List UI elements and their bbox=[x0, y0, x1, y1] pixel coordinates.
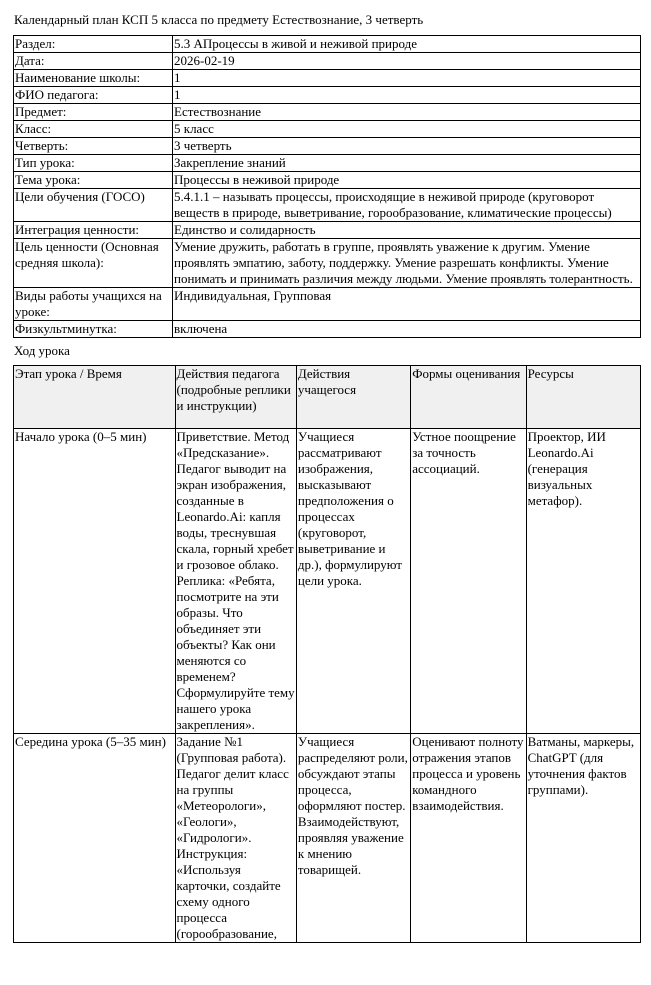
lesson-info-table bbox=[13, 35, 641, 338]
info-row-lesson-topic bbox=[14, 172, 641, 189]
info-value: 5.4.1.1 – называть процессы, происходящие в неживой природе (круговорот веществ в природе, выветривание, горообразование, климатические процессы) bbox=[173, 189, 641, 222]
teacher-actions-cell: Приветствие. Метод «Предсказание». Педагог выводит на экран изображения, созданные в Leonardo.Ai: капля воды, треснувшая скала, горный хребет и грозовое облако. Реплика: «Ребята, посмотрите на эти образы. Что объединяет эти объекты? Как они меняются со временем? Сформулируйте тему нашего урока закрепления». bbox=[176, 429, 295, 732]
info-row-value-goal bbox=[14, 239, 641, 288]
info-label: Наименование школы: bbox=[14, 70, 173, 87]
stage-cell: Начало урока (0–5 мин) bbox=[14, 429, 176, 734]
column-header-resources: Ресурсы bbox=[526, 366, 640, 429]
info-value: Процессы в неживой природе bbox=[173, 172, 641, 189]
table-row bbox=[14, 429, 641, 734]
info-row-quarter bbox=[14, 138, 641, 155]
table-header-row bbox=[14, 366, 641, 429]
info-value: 1 bbox=[173, 87, 641, 104]
info-row-class bbox=[14, 121, 641, 138]
column-header-student: Действия учащегося bbox=[296, 366, 410, 429]
info-label: Тема урока: bbox=[14, 172, 173, 189]
info-label: Предмет: bbox=[14, 104, 173, 121]
info-row-school bbox=[14, 70, 641, 87]
student-actions-cell: Учащиеся распределяют роли, обсуждают этапы процесса, оформляют постер. Взаимодействуют, проявляя уважение к мнению товарищей. bbox=[296, 734, 410, 943]
info-row-lesson-type bbox=[14, 155, 641, 172]
table-row bbox=[14, 734, 641, 943]
info-value: Индивидуальная, Групповая bbox=[173, 288, 641, 321]
info-row-value-integration bbox=[14, 222, 641, 239]
info-row-learning-goals bbox=[14, 189, 641, 222]
info-label: Физкультминутка: bbox=[14, 321, 173, 338]
info-label: Интеграция ценности: bbox=[14, 222, 173, 239]
lesson-flow-table bbox=[13, 365, 641, 943]
assessment-cell: Устное поощрение за точность ассоциаций. bbox=[411, 429, 526, 734]
info-value: Единство и солидарность bbox=[173, 222, 641, 239]
info-row-work-types bbox=[14, 288, 641, 321]
info-value: Закрепление знаний bbox=[173, 155, 641, 172]
info-value: 3 четверть bbox=[173, 138, 641, 155]
info-row-teacher bbox=[14, 87, 641, 104]
info-value: Умение дружить, работать в группе, проявлять уважение к другим. Умение проявлять эмпатию, заботу, поддержку. Умение разрешать конфликты. Умение понимать и принимать различия между людьми. Умение проявлять толерантность. bbox=[173, 239, 641, 288]
document-title: Календарный план КСП 5 класса по предмету Естествознание, 3 четверть bbox=[14, 12, 424, 27]
info-label: Четверть: bbox=[14, 138, 173, 155]
info-value: 2026-02-19 bbox=[173, 53, 641, 70]
info-value: 5 класс bbox=[173, 121, 641, 138]
info-label: Цель ценности (Основная средняя школа): bbox=[14, 239, 173, 288]
info-row-date bbox=[14, 53, 641, 70]
column-header-assessment: Формы оценивания bbox=[411, 366, 526, 429]
stage-cell: Середина урока (5–35 мин) bbox=[14, 734, 176, 943]
info-row-physical-break bbox=[14, 321, 641, 338]
info-label: Класс: bbox=[14, 121, 173, 138]
info-label: Цели обучения (ГОСО) bbox=[14, 189, 173, 222]
assessment-cell: Оценивают полноту отражения этапов процесса и уровень командного взаимодействия. bbox=[411, 734, 526, 943]
column-header-stage: Этап урока / Время bbox=[14, 366, 176, 429]
column-header-teacher: Действия педагога (подробные реплики и инструкции) bbox=[175, 366, 296, 429]
resources-cell: Проектор, ИИ Leonardo.Ai (генерация визуальных метафор). bbox=[526, 429, 640, 734]
info-label: Дата: bbox=[14, 53, 173, 70]
info-value: включена bbox=[173, 321, 641, 338]
info-row-section bbox=[14, 36, 641, 53]
resources-cell: Ватманы, маркеры, ChatGPT (для уточнения фактов группами). bbox=[526, 734, 640, 943]
info-row-subject bbox=[14, 104, 641, 121]
info-value: 5.3 АПроцессы в живой и неживой природе bbox=[173, 36, 641, 53]
info-value: 1 bbox=[173, 70, 641, 87]
info-label: Раздел: bbox=[14, 36, 173, 53]
info-label: ФИО педагога: bbox=[14, 87, 173, 104]
student-actions-cell: Учащиеся рассматривают изображения, высказывают предположения о процессах (круговорот, выветривание и др.), формулируют цели урока. bbox=[296, 429, 410, 734]
info-value: Естествознание bbox=[173, 104, 641, 121]
lesson-flow-heading: Ход урока bbox=[14, 343, 70, 358]
info-label: Тип урока: bbox=[14, 155, 173, 172]
teacher-actions-cell: Задание №1 (Групповая работа). Педагог делит класс на группы «Метеорологи», «Геологи», «Гидрологи». Инструкция: «Используя карточки, создайте схему одного процесса (горообразование, bbox=[175, 734, 296, 943]
info-label: Виды работы учащихся на уроке: bbox=[14, 288, 173, 321]
